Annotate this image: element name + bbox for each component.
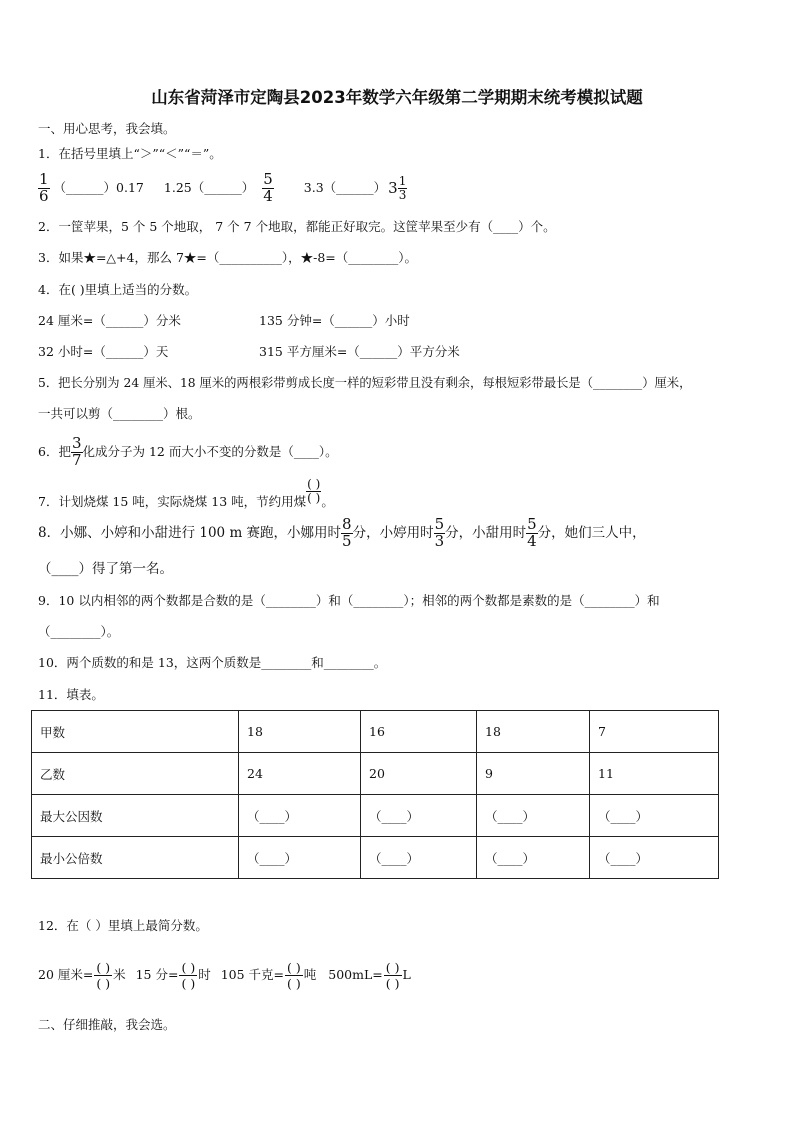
q7-text: 7．计划烧煤 15 吨，实际烧煤 13 吨，节约用煤 <box>38 494 307 509</box>
q11-stem: 11．填表。 <box>38 687 104 702</box>
q8-line-2: （____）得了第一名。 <box>38 561 173 577</box>
fill-table <box>31 710 719 879</box>
q5-line-1: 5．把长分别为 24 厘米、18 厘米的两根彩带剪成长度一样的短彩带且没有剩余，每根短彩带最长是（________）厘米， <box>38 376 692 390</box>
answer-cell[interactable]: （____） <box>361 837 477 879</box>
fraction-8-5: $\frac{8}{5}$ <box>342 515 352 550</box>
q6-pre: 6．把 <box>38 444 71 459</box>
q12-d-fraction-blank[interactable]: ( ) ( ) <box>385 960 400 991</box>
q12-b-label: 15 分= <box>135 967 179 983</box>
q12-d-unit: L <box>402 967 411 983</box>
q12-b-fraction-blank[interactable]: ( ) ( ) <box>181 960 196 991</box>
table-cell: 16 <box>361 711 477 753</box>
table-cell: 最小公倍数 <box>32 837 239 879</box>
page-title: 山东省菏泽市定陶县2023年数学六年级第二学期期末统考模拟试题 <box>151 88 643 107</box>
q4-item-d[interactable]: 315 平方厘米=（______）平方分米 <box>259 344 460 359</box>
answer-cell[interactable]: （____） <box>361 795 477 837</box>
answer-cell[interactable]: （____） <box>477 795 590 837</box>
q9-line-2: （________）。 <box>38 624 120 639</box>
answer-cell[interactable]: （____） <box>477 837 590 879</box>
fraction-5-4: $\frac{5}{4}$ <box>263 170 273 205</box>
q1-blank-2[interactable]: 1.25（______） <box>163 180 255 195</box>
table-cell: 18 <box>239 711 361 753</box>
q12-a-unit: 米 <box>113 967 126 983</box>
q12-items <box>38 960 411 991</box>
question-2: 2．一筐苹果，5 个 5 个地取， 7 个 7 个地取，都能正好取完。这筐苹果至少有（____）个。 <box>38 219 556 234</box>
q8-mid-1: 分，小婷用时 <box>352 524 434 541</box>
answer-cell[interactable]: （____） <box>590 795 719 837</box>
section-heading-2: 二、仔细推敲，我会选。 <box>38 1017 176 1032</box>
q8-post: 分，她们三人中， <box>537 524 646 541</box>
q12-c-fraction-blank[interactable]: ( ) ( ) <box>287 960 301 991</box>
fraction-1-6: $\frac{1}{6}$ <box>39 170 49 205</box>
table-cell: 9 <box>477 753 590 795</box>
q6-post: 化成分子为 12 而大小不变的分数是（____）。 <box>82 444 338 459</box>
q12-a-label: 20 厘米= <box>38 967 94 983</box>
q9-line-1: 9．10 以内相邻的两个数都是合数的是（________）和（________）；相邻的两个数都是素数的是（________）和 <box>38 593 660 608</box>
fraction-3-7: $\frac{3}{7}$ <box>71 434 82 469</box>
question-7 <box>38 474 334 509</box>
question-10: 10．两个质数的和是 13，这两个质数是________和________。 <box>38 655 387 670</box>
q1-blank-1[interactable]: （______）0.17 <box>53 180 144 195</box>
table-cell: 18 <box>477 711 590 753</box>
q12-c-label: 105 千克= <box>220 967 285 983</box>
table-cell: 24 <box>239 753 361 795</box>
q5-line-2: 一共可以剪（________）根。 <box>38 406 201 421</box>
answer-cell[interactable]: （____） <box>239 795 361 837</box>
q4-item-c[interactable]: 32 小时=（______）天 <box>38 344 169 359</box>
q12-d-label: 500mL= <box>328 967 383 983</box>
table-row <box>32 753 719 795</box>
table-cell: 11 <box>590 753 719 795</box>
q12-stem: 12．在（ ）里填上最简分数。 <box>38 918 208 933</box>
q12-b-unit: 时 <box>198 967 211 983</box>
answer-cell[interactable]: （____） <box>590 837 719 879</box>
table-cell: 乙数 <box>32 753 239 795</box>
question-3: 3．如果★=△+4，那么 7★=（__________），★-8=（________）。 <box>38 250 418 265</box>
table-cell: 20 <box>361 753 477 795</box>
fraction-5-4-b: $\frac{5}{4}$ <box>527 515 537 550</box>
section-heading-1: 一、用心思考，我会填。 <box>38 121 176 136</box>
q1-stem: 1．在括号里填上“＞”“＜”“＝”。 <box>38 146 222 161</box>
fraction-5-3: $\frac{5}{3}$ <box>434 515 445 550</box>
table-cell: 7 <box>590 711 719 753</box>
q1-items <box>38 172 407 205</box>
q1-blank-3[interactable]: 3.3（______） <box>303 180 387 195</box>
question-6 <box>38 436 338 469</box>
q4-item-b[interactable]: 135 分钟=（______）小时 <box>259 313 410 328</box>
q12-c-unit: 吨 <box>303 967 317 983</box>
table-row <box>32 837 719 879</box>
mixed-number-3-1-3: 3 $\frac{1}{3}$ <box>388 174 407 202</box>
q8-pre: 8．小娜、小婷和小甜进行 100 m 赛跑，小娜用时 <box>38 524 342 541</box>
q4-item-a[interactable]: 24 厘米=（______）分米 <box>38 313 181 328</box>
q12-a-fraction-blank[interactable]: ( ) ( ) <box>96 960 111 991</box>
answer-cell[interactable]: （____） <box>239 837 361 879</box>
table-row <box>32 711 719 753</box>
q7-blank-fraction[interactable]: $\frac{( )}{( )}$ <box>307 477 321 505</box>
table-row <box>32 795 719 837</box>
question-8 <box>38 517 646 550</box>
table-cell: 最大公因数 <box>32 795 239 837</box>
q4-stem: 4．在( )里填上适当的分数。 <box>38 282 198 297</box>
q7-end: 。 <box>321 494 334 509</box>
q8-mid-2: 分，小甜用时 <box>445 524 527 541</box>
table-cell: 甲数 <box>32 711 239 753</box>
